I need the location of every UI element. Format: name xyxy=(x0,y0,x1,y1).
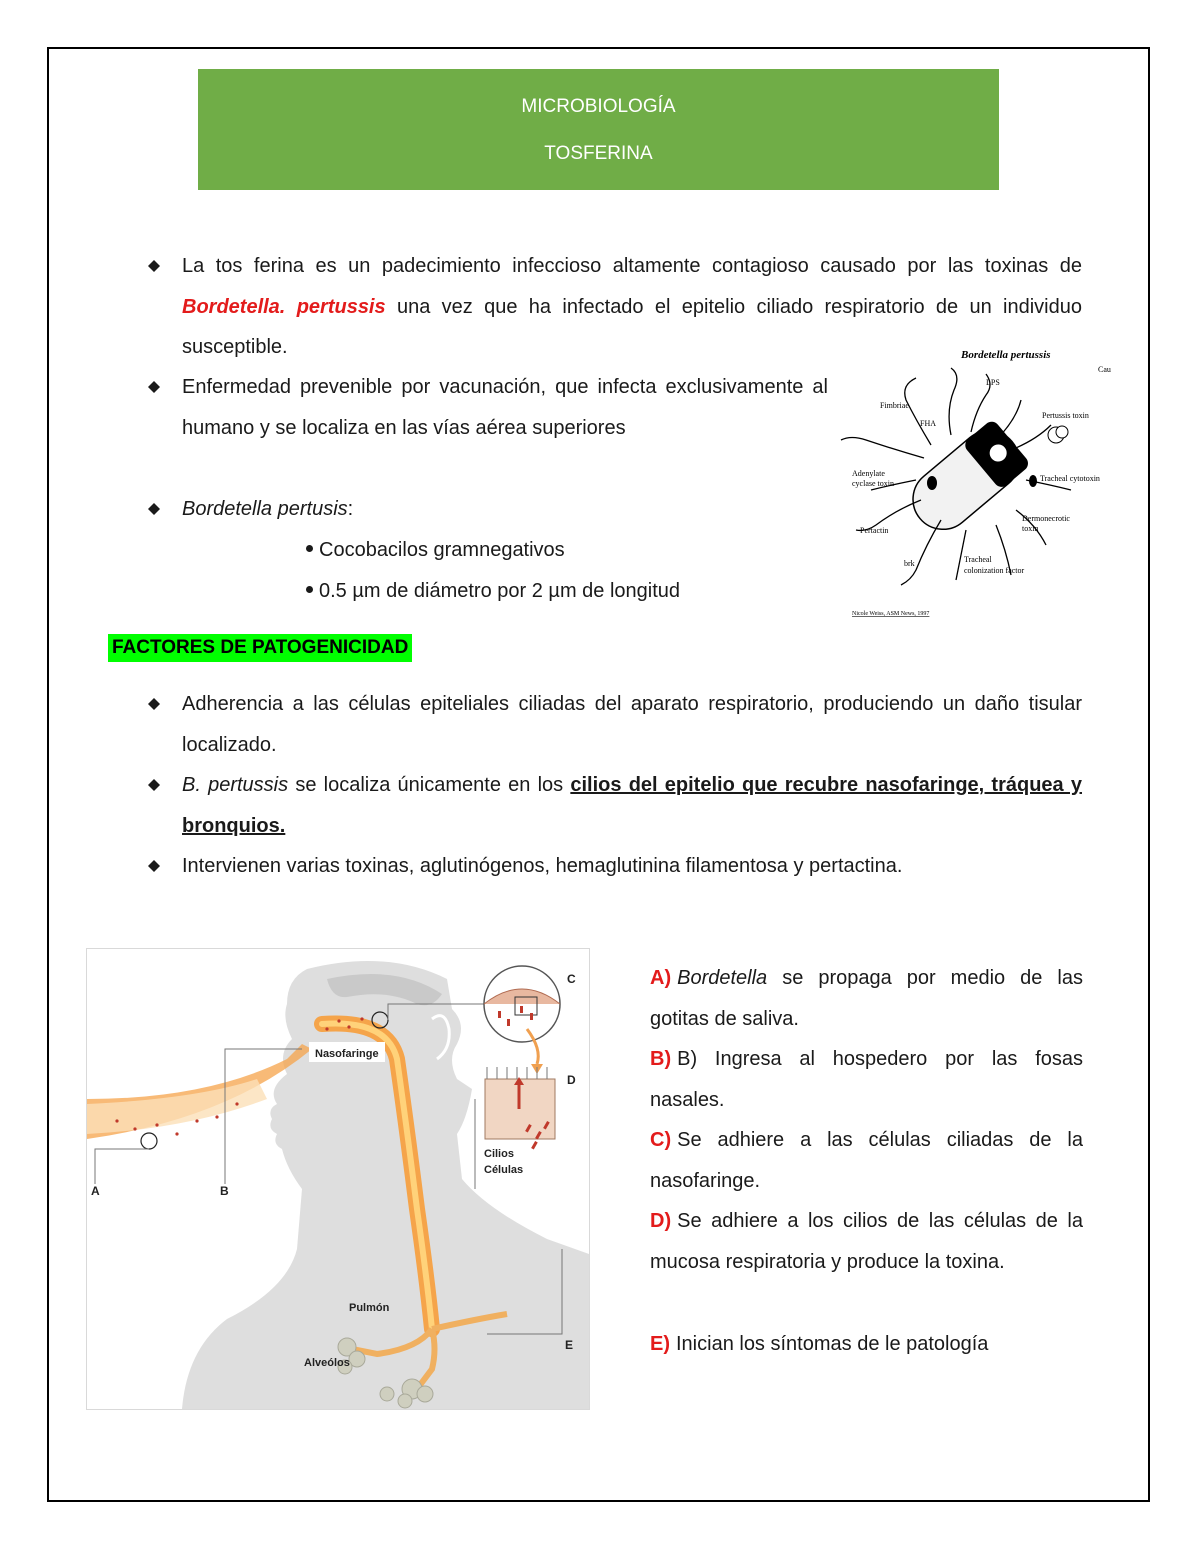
subject-title: MICROBIOLOGÍA xyxy=(521,96,676,117)
diamond-bullet-icon xyxy=(148,698,160,710)
svg-text:Pertussis toxin: Pertussis toxin xyxy=(1042,411,1089,420)
topic-title: TOSFERINA xyxy=(544,143,653,164)
sub-point-1: Cocobacilos gramnegativos xyxy=(306,539,565,562)
legend-item-d: D) Se adhiere a los cilios de las células de la mucosa respiratoria y produce la toxina. xyxy=(650,1210,1083,1273)
svg-text:toxin: toxin xyxy=(1022,524,1039,533)
svg-text:Fimbriae: Fimbriae xyxy=(880,401,909,410)
nasofaringe-label: Nasofaringe xyxy=(315,1048,379,1060)
emphasized-location: cilios del epitelio que recubre nasofaringe, tráquea y bronquios. xyxy=(182,774,1082,837)
svg-text:Adenylate: Adenylate xyxy=(852,469,885,478)
svg-text:A: A xyxy=(91,1184,100,1198)
diamond-bullet-icon xyxy=(148,779,160,791)
intro-bullet-3: Bordetella pertusis: xyxy=(182,498,354,520)
transmission-diagram xyxy=(86,948,590,1410)
bacterium-figure xyxy=(836,340,1126,625)
legend-item-e: E) Inician los síntomas de le patología xyxy=(650,1333,989,1355)
intro-bullet-2: Enfermedad prevenible por vacunación, que infecta exclusivamente al humano y se localiza en las vías aérea superiores xyxy=(182,376,828,439)
svg-text:Tracheal: Tracheal xyxy=(964,555,992,564)
diamond-bullet-icon xyxy=(148,260,160,272)
svg-text:FHA: FHA xyxy=(920,419,937,428)
intro-bullet-1: La tos ferina es un padecimiento infeccioso altamente contagioso causado por las toxinas de Bordetella. pertussis una vez que ha infectado el epitelio ciliado respiratorio de un individuo susceptible. xyxy=(182,255,1082,358)
svg-text:Pertactin: Pertactin xyxy=(860,526,889,535)
svg-text:B: B xyxy=(220,1184,229,1198)
pulmon-label: Pulmón xyxy=(349,1302,390,1314)
svg-text:colonization factor: colonization factor xyxy=(964,566,1025,575)
svg-text:E: E xyxy=(565,1338,574,1352)
title-banner xyxy=(198,69,999,190)
legend-item-b: B) B) Ingresa al hospedero por las fosas nasales. xyxy=(650,1048,1083,1111)
cilios-label: Cilios xyxy=(484,1148,514,1160)
svg-text:C: C xyxy=(567,972,576,986)
figure-credit: Nicole Weiss, ASM News, 1997 xyxy=(852,611,930,617)
svg-text:Dermonecrotic: Dermonecrotic xyxy=(1022,514,1070,523)
svg-text:LPS: LPS xyxy=(986,378,1000,387)
factor-1: Adherencia a las células epiteliales ciliadas del aparato respiratorio, produciendo un daño tisular localizado. xyxy=(182,693,1082,756)
diamond-bullet-icon xyxy=(148,381,160,393)
celulas-label: Células xyxy=(484,1164,524,1176)
svg-text:cyclase toxin: cyclase toxin xyxy=(852,479,894,488)
legend-item-a: A) Bordetella se propaga por medio de las gotitas de saliva. xyxy=(650,967,1083,1030)
svg-text:Tracheal cytotoxin: Tracheal cytotoxin xyxy=(1040,474,1100,483)
section-heading: FACTORES DE PATOGENICIDAD xyxy=(108,634,412,662)
diamond-bullet-icon xyxy=(148,860,160,872)
alveolos-label: Alveólos xyxy=(304,1357,350,1369)
diamond-bullet-icon xyxy=(148,503,160,515)
sub-point-2: 0.5 µm de diámetro por 2 µm de longitud xyxy=(306,580,680,603)
legend-item-c: C) Se adhiere a las células ciliadas de la nasofaringe. xyxy=(650,1129,1083,1192)
factor-3: Intervienen varias toxinas, aglutinógenos, hemaglutinina filamentosa y pertactina. xyxy=(182,855,903,877)
svg-text:brk: brk xyxy=(904,559,915,568)
svg-text:D: D xyxy=(567,1073,576,1087)
figure-title: Bordetella pertussis xyxy=(961,349,1051,361)
species-name: Bordetella. pertussis xyxy=(182,295,386,318)
factor-2: B. pertussis se localiza únicamente en los cilios del epitelio que recubre nasofaringe, tráquea y bronquios. xyxy=(182,774,1082,837)
figure-corner-label: Cau xyxy=(1098,365,1111,374)
